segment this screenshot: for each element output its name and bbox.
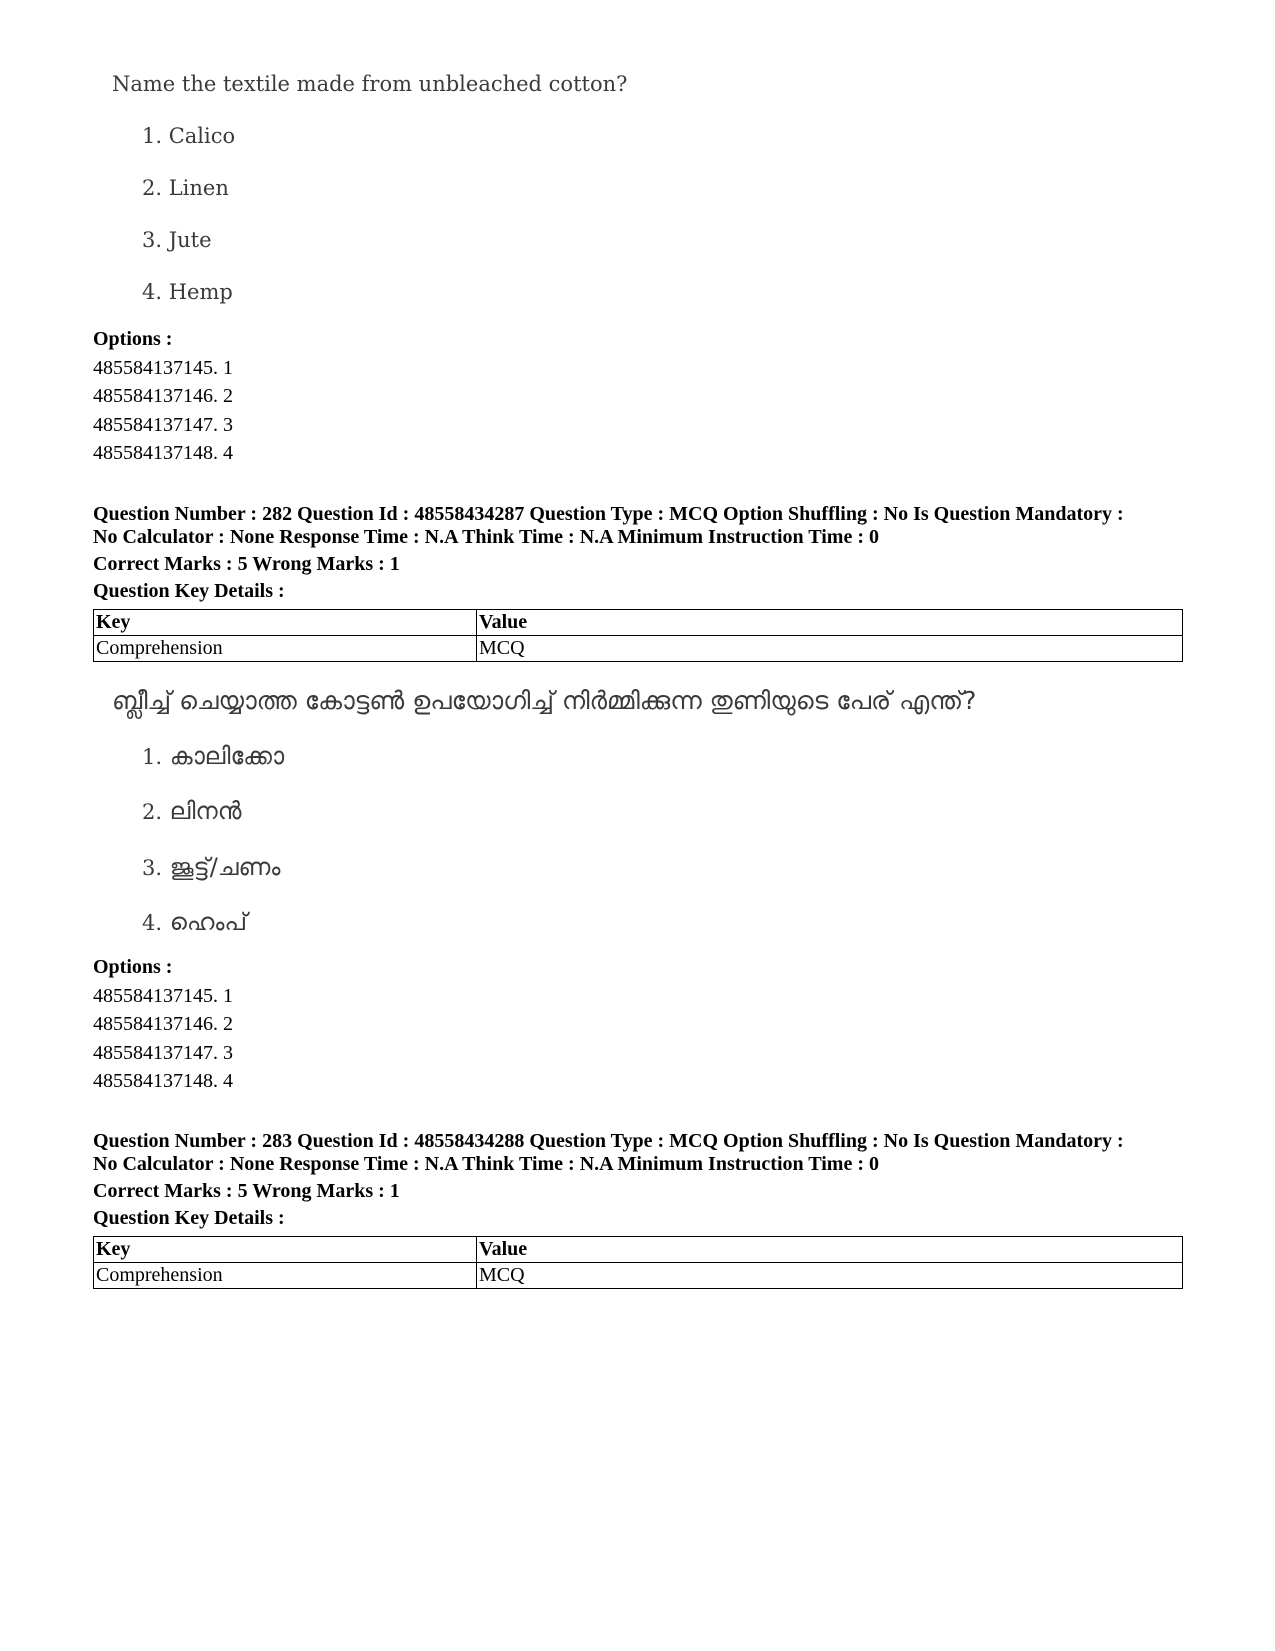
option-item: 485584137148. 4	[93, 442, 233, 464]
question-283-key-table	[93, 1236, 1183, 1289]
question-283-marks: Correct Marks : 5 Wrong Marks : 1	[93, 1180, 400, 1202]
option-item: 485584137145. 1	[93, 356, 233, 379]
cell-value: MCQ	[477, 636, 1183, 662]
cell-key: Comprehension	[94, 636, 477, 662]
option-item: 485584137145. 1	[93, 984, 233, 1007]
choice-number: 2.	[142, 800, 163, 824]
question-283-key-details-label: Question Key Details :	[93, 1207, 285, 1229]
choice-1	[142, 742, 284, 770]
cell-value: MCQ	[477, 1263, 1183, 1289]
choice-number: 1.	[142, 745, 163, 769]
question-282-marks: Correct Marks : 5 Wrong Marks : 1	[93, 553, 400, 575]
choice-4	[142, 908, 247, 936]
choice-4: 4. Hemp	[142, 280, 233, 304]
question-282-meta	[93, 503, 1193, 549]
header-value: Value	[477, 610, 1183, 636]
choice-text: ഹെംപ്	[169, 908, 248, 936]
options-list-282	[93, 953, 233, 1096]
choice-2	[142, 797, 242, 825]
choice-number: 4.	[142, 911, 163, 935]
header-value: Value	[477, 1237, 1183, 1263]
options-list-281	[93, 325, 233, 468]
option-item: 485584137147. 3	[93, 413, 233, 436]
choice-3	[142, 853, 280, 881]
choice-text: കാലിക്കോ	[169, 742, 285, 770]
table-row	[94, 1263, 1183, 1289]
meta-line-2: No Calculator : None Response Time : N.A Think Time : N.A Minimum Instruction Time : 0	[93, 526, 879, 548]
header-key: Key	[94, 610, 477, 636]
table-header-row	[94, 1237, 1183, 1263]
header-key: Key	[94, 1237, 477, 1263]
table-row	[94, 636, 1183, 662]
options-label: Options :	[93, 328, 173, 350]
choice-text: ജൂട്ട്/ചണം	[169, 853, 281, 881]
options-label: Options :	[93, 956, 173, 978]
cell-key: Comprehension	[94, 1263, 477, 1289]
option-item: 485584137146. 2	[93, 1013, 233, 1035]
question-stem: Name the textile made from unbleached cotton?	[112, 72, 628, 96]
choice-text: ലിനൻ	[169, 797, 242, 825]
choice-3: 3. Jute	[142, 228, 212, 252]
choice-1: 1. Calico	[142, 124, 236, 148]
option-item: 485584137148. 4	[93, 1070, 233, 1092]
question-282-key-table	[93, 609, 1183, 662]
question-stem-malayalam: ബ്ലീച്ച് ചെയ്യാത്ത കോട്ടൺ ഉപയോഗിച്ച് നിർമ്മിക്കുന്ന തുണിയുടെ പേര് എന്ത്?	[112, 686, 977, 715]
choice-2: 2. Linen	[142, 176, 229, 200]
meta-line-2: No Calculator : None Response Time : N.A Think Time : N.A Minimum Instruction Time : 0	[93, 1153, 879, 1175]
meta-line-1: Question Number : 283 Question Id : 48558434288 Question Type : MCQ Option Shuffling : No Is Question Mandatory :	[93, 1130, 1124, 1152]
question-283-meta	[93, 1130, 1193, 1176]
option-item: 485584137147. 3	[93, 1041, 233, 1064]
option-item: 485584137146. 2	[93, 385, 233, 407]
question-282-key-details-label: Question Key Details :	[93, 580, 285, 602]
meta-line-1: Question Number : 282 Question Id : 48558434287 Question Type : MCQ Option Shuffling : No Is Question Mandatory :	[93, 503, 1124, 525]
table-header-row	[94, 610, 1183, 636]
choice-number: 3.	[142, 856, 163, 880]
